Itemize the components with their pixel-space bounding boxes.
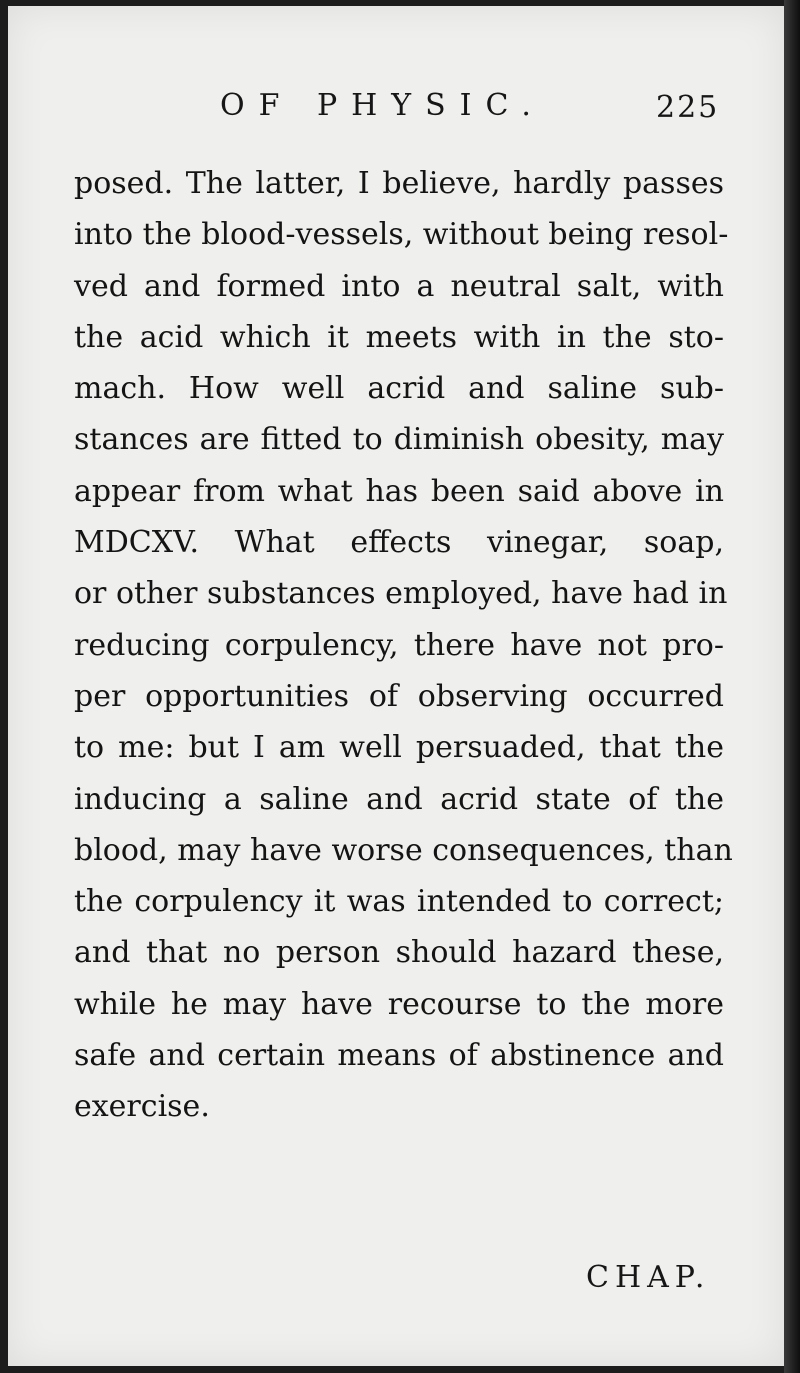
text-line: exercise. [74, 1089, 210, 1125]
text-line: safe and certain means of abstinence and [74, 1038, 724, 1074]
text-line: MDCXV. What effects vinegar, soap, [74, 525, 724, 561]
text-line: stances are fitted to diminish obesity, may [74, 422, 724, 458]
text-line: to me: but I am well persuaded, that the [74, 730, 724, 766]
book-page [8, 6, 784, 1366]
scan-edge-shadow [784, 0, 800, 1373]
text-line: or other substances employed, have had in [74, 576, 728, 612]
text-line: and that no person should hazard these, [74, 935, 724, 971]
body-paragraph [74, 158, 733, 1133]
text-line: the corpulency it was intended to correct; [74, 884, 724, 920]
page-number: 225 [656, 90, 720, 125]
text-line: ved and formed into a neutral salt, with [74, 268, 724, 304]
running-title: OF PHYSIC. [220, 88, 545, 123]
text-line: inducing a saline and acrid state of the [74, 781, 724, 817]
text-line: blood, may have worse consequences, than [74, 832, 733, 868]
catchword: CHAP. [586, 1260, 711, 1295]
running-head [8, 88, 784, 128]
text-line: mach. How well acrid and saline sub- [74, 371, 724, 407]
text-line: the acid which it meets with in the sto- [74, 319, 724, 355]
text-line: while he may have recourse to the more [74, 986, 724, 1022]
text-line: appear from what has been said above in [74, 473, 724, 509]
text-line: posed. The latter, I believe, hardly passes [74, 166, 724, 201]
text-line: per opportunities of observing occurred [74, 678, 724, 714]
text-line: into the blood-vessels, without being resol- [74, 217, 729, 253]
text-line: reducing corpulency, there have not pro- [74, 627, 724, 663]
